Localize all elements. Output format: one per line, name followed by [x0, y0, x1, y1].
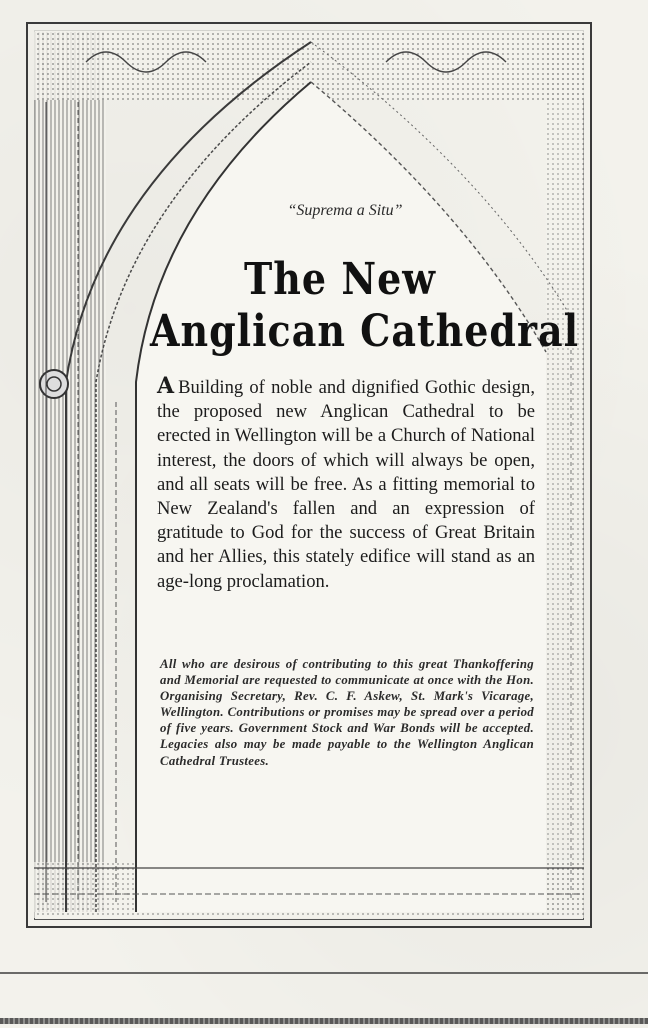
page-bottom-rule: [0, 1018, 648, 1024]
advert-body: [157, 374, 535, 594]
appeal-paragraph: All who are desirous of contributing to this great Thankoffering and Memorial are requested to communicate at once with the Hon. Organising Secretary, Rev. C. F. Askew, St. Mark's Vicarage, Wellington. Contributions or promises may be spread over a period of five years. Government Stock and War Bonds will be accepted. Legacies also may be made payable to the Wellington Anglican Cathedral Trustees.: [160, 657, 534, 768]
motto: “Suprema a Situ”: [287, 202, 403, 219]
body-paragraph: Building of noble and dignified Gothic design, the proposed new Anglican Cathedral to be erected in Wellington will be a Church of National interest, the doors of which will always be open, and all seats will be free. As a fitting memorial to New Zealand's fallen and an expression of gratitude to God for the success of Great Britain and her Allies, this stately edifice will stand as an age-long proclamation.: [157, 377, 535, 592]
headline-line-2: Anglican Cathedral: [150, 304, 580, 357]
drop-cap: A: [157, 373, 175, 399]
column-rule: [0, 972, 648, 974]
headline-line-1: The New: [244, 252, 436, 305]
